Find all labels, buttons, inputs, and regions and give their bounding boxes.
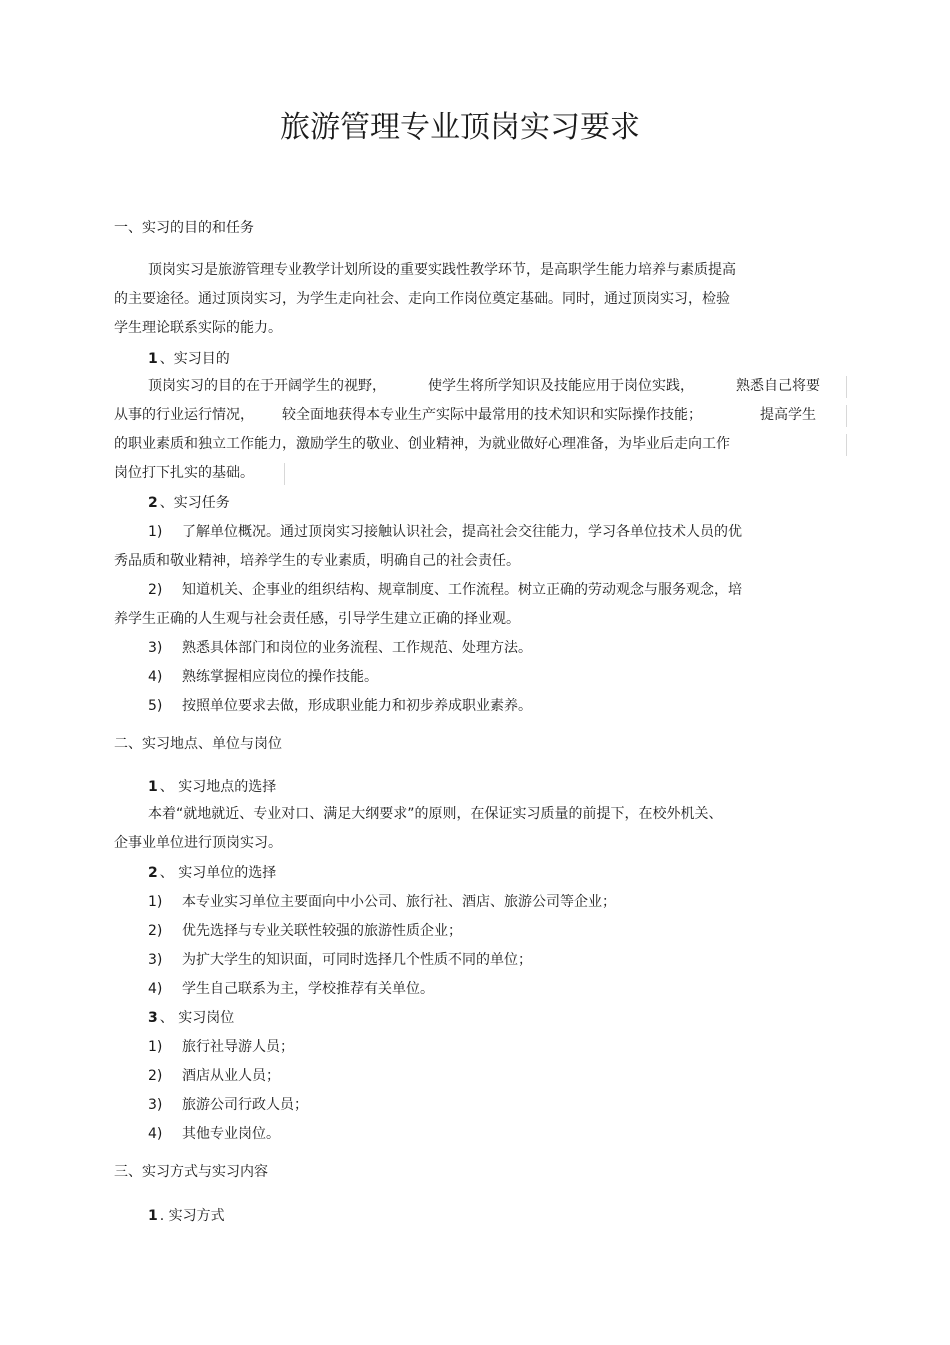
item-text: 按照单位要求去做，形成职业能力和初步养成职业素养。 bbox=[182, 698, 532, 714]
item-number: 2) bbox=[148, 1068, 163, 1084]
text-fragment: 从事的行业运行情况， bbox=[114, 407, 254, 423]
text-line: 企事业单位进行顶岗实习。 bbox=[114, 835, 282, 851]
item-text: 旅行社导游人员； bbox=[182, 1039, 294, 1055]
text-fragment: 熟悉自己将要 bbox=[736, 378, 820, 394]
section-1-intro bbox=[114, 256, 736, 343]
text-line bbox=[114, 401, 820, 430]
subheading-unit bbox=[148, 859, 276, 888]
unit-item-2 bbox=[148, 917, 462, 946]
scan-mark bbox=[846, 434, 847, 456]
section-heading-3: 三、实习方式与实习内容 bbox=[114, 1164, 268, 1180]
item-number: 3) bbox=[148, 952, 163, 968]
item-number: 1) bbox=[148, 1039, 163, 1055]
text-fragment: 使学生将所学知识及技能应用于岗位实践， bbox=[428, 378, 694, 394]
text-line: 的主要途径。通过顶岗实习，为学生走向社会、走向工作岗位奠定基础。同时，通过顶岗实习，检验 bbox=[114, 291, 730, 307]
unit-item-1 bbox=[148, 888, 616, 917]
section-heading-2: 二、实习地点、单位与岗位 bbox=[114, 736, 282, 752]
item-text: 为扩大学生的知识面，可同时选择几个性质不同的单位； bbox=[182, 952, 532, 968]
post-item-1 bbox=[148, 1033, 294, 1062]
text-line: 养学生正确的人生观与社会责任感，引导学生建立正确的择业观。 bbox=[114, 611, 520, 627]
task-item-3 bbox=[148, 634, 532, 663]
text-fragment: 较全面地获得本专业生产实际中最常用的技术知识和实际操作技能； bbox=[282, 407, 702, 423]
text-line bbox=[114, 576, 742, 605]
scan-mark bbox=[284, 463, 285, 485]
item-number: 3) bbox=[148, 1097, 163, 1113]
sub-number: 2 bbox=[148, 495, 158, 511]
document-title: 旅游管理专业顶岗实习要求 bbox=[280, 110, 640, 145]
task-item-1 bbox=[114, 518, 742, 576]
item-number: 1) bbox=[148, 894, 163, 910]
sub-label: 、 实习地点的选择 bbox=[159, 779, 277, 795]
sub-label: 、 实习岗位 bbox=[159, 1010, 235, 1026]
location-paragraph bbox=[114, 800, 723, 858]
post-item-4 bbox=[148, 1120, 280, 1149]
subheading-tasks bbox=[148, 489, 230, 518]
subheading-post bbox=[148, 1004, 234, 1033]
scan-mark bbox=[846, 405, 847, 427]
sub-number: 1 bbox=[148, 779, 158, 795]
text-line: 本着“就地就近、专业对口、满足大纲要求”的原则，在保证实习质量的前提下，在校外机关、 bbox=[148, 806, 723, 822]
item-number: 2) bbox=[148, 582, 163, 598]
item-number: 1) bbox=[148, 524, 163, 540]
text-line: 的职业素质和独立工作能力，激励学生的敬业、创业精神，为就业做好心理准备，为毕业后走向工作 bbox=[114, 436, 730, 452]
text-line: 顶岗实习是旅游管理专业教学计划所设的重要实践性教学环节，是高职学生能力培养与素质提高 bbox=[148, 262, 736, 278]
item-number: 4) bbox=[148, 669, 163, 685]
scan-mark bbox=[846, 376, 847, 398]
item-text: 了解单位概况。通过顶岗实习接触认识社会，提高社会交往能力，学习各单位技术人员的优 bbox=[182, 524, 742, 540]
item-number: 3) bbox=[148, 640, 163, 656]
text-fragment: 顶岗实习的目的在于开阔学生的视野， bbox=[148, 378, 386, 394]
item-number: 5) bbox=[148, 698, 163, 714]
subheading-location bbox=[148, 773, 276, 802]
unit-item-3 bbox=[148, 946, 532, 975]
text-line bbox=[114, 518, 742, 547]
item-text: 熟悉具体部门和岗位的业务流程、工作规范、处理方法。 bbox=[182, 640, 532, 656]
subheading-purpose bbox=[148, 345, 230, 374]
section-heading-1: 一、实习的目的和任务 bbox=[114, 220, 254, 236]
sub-label: 、实习目的 bbox=[159, 351, 230, 367]
item-text: 其他专业岗位。 bbox=[182, 1126, 280, 1142]
post-item-2 bbox=[148, 1062, 280, 1091]
task-item-4 bbox=[148, 663, 378, 692]
sub-label: 、 实习单位的选择 bbox=[159, 865, 277, 881]
sub-label: . 实习方式 bbox=[159, 1208, 225, 1224]
item-text: 优先选择与专业关联性较强的旅游性质企业； bbox=[182, 923, 462, 939]
post-item-3 bbox=[148, 1091, 308, 1120]
sub-number: 2 bbox=[148, 865, 158, 881]
item-text: 酒店从业人员； bbox=[182, 1068, 280, 1084]
sub-label: 、实习任务 bbox=[159, 495, 230, 511]
item-number: 4) bbox=[148, 981, 163, 997]
text-line: 学生理论联系实际的能力。 bbox=[114, 320, 282, 336]
sub-number: 1 bbox=[148, 351, 158, 367]
item-number: 2) bbox=[148, 923, 163, 939]
task-item-5 bbox=[148, 692, 532, 721]
sub-number: 1 bbox=[148, 1208, 158, 1224]
sub-number: 3 bbox=[148, 1010, 158, 1026]
unit-item-4 bbox=[148, 975, 434, 1004]
text-line bbox=[114, 372, 820, 401]
item-text: 旅游公司行政人员； bbox=[182, 1097, 308, 1113]
subheading-method bbox=[148, 1202, 225, 1231]
item-number: 4) bbox=[148, 1126, 163, 1142]
text-fragment: 提高学生 bbox=[760, 407, 816, 423]
item-text: 知道机关、企事业的组织结构、规章制度、工作流程。树立正确的劳动观念与服务观念，培 bbox=[182, 582, 742, 598]
item-text: 本专业实习单位主要面向中小公司、旅行社、酒店、旅游公司等企业； bbox=[182, 894, 616, 910]
text-line: 岗位打下扎实的基础。 bbox=[114, 465, 254, 481]
item-text: 熟练掌握相应岗位的操作技能。 bbox=[182, 669, 378, 685]
text-line: 秀品质和敬业精神，培养学生的专业素质，明确自己的社会责任。 bbox=[114, 553, 520, 569]
task-item-2 bbox=[114, 576, 742, 634]
purpose-paragraph bbox=[114, 372, 820, 488]
item-text: 学生自己联系为主，学校推荐有关单位。 bbox=[182, 981, 434, 997]
